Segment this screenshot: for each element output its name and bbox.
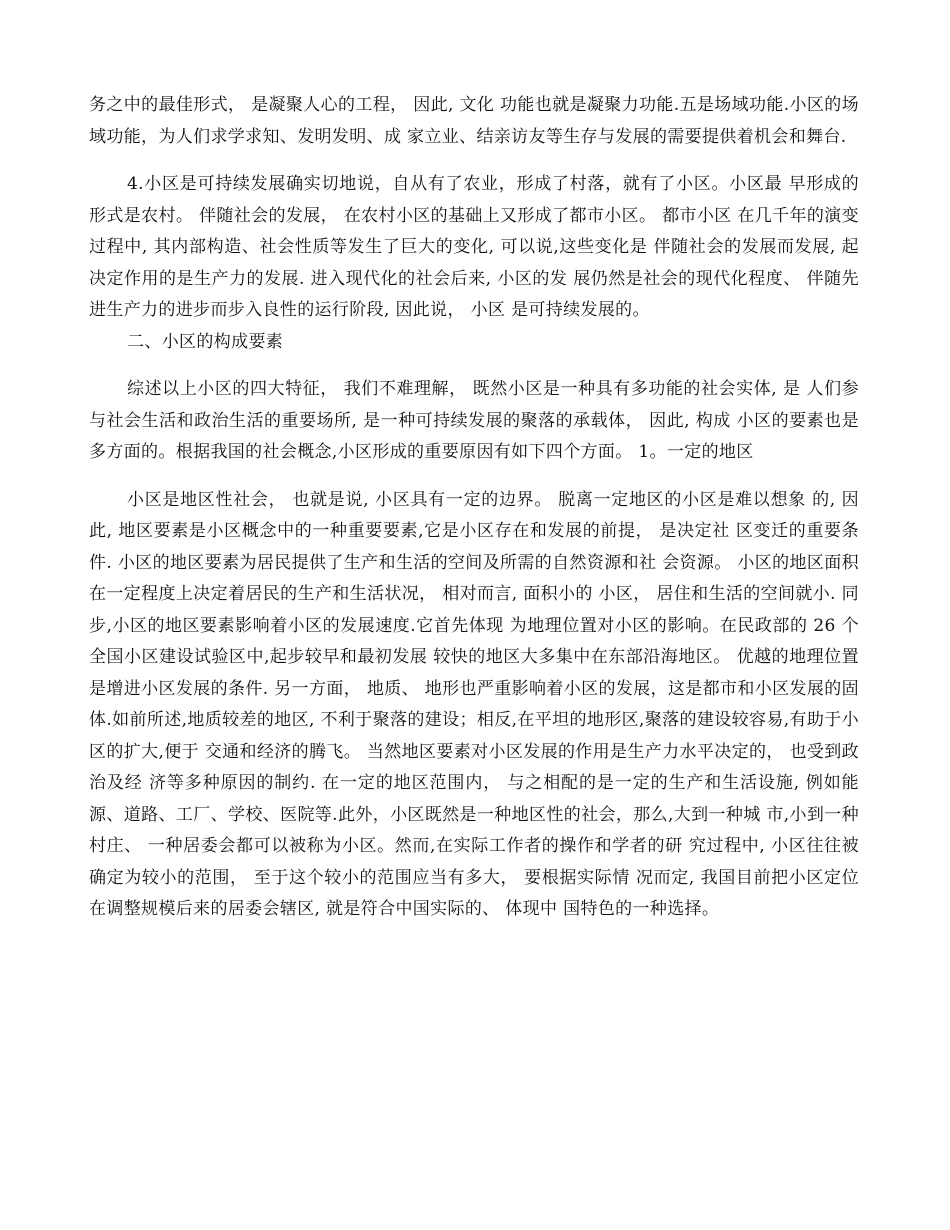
section-heading: 二、小区的构成要素 [127, 331, 284, 352]
paragraph-sustainable-development: 4.小区是可持续发展确实切地说，自从有了农业，形成了村落，就有了小区。小区最 早形成的形式是农村。 伴随社会的发展， 在农村小区的基础上又形成了都市小区。 都市小区 在几千年的演变过程中, 其内部构造、社会性质等发生了巨大的变化, 可以说,这些变化是 伴随社会的发展而发展, 起决定作用的是生产力的发展. 进入现代化的社会后来, 小区的发 展仍然是社会的现代化程度、 伴随先进生产力的进步而步入良性的运行阶段, 因此说， 小区 是可持续发展的。 [89, 174, 859, 320]
document-page [89, 90, 859, 926]
paragraph-territory: 小区是地区性社会， 也就是说, 小区具有一定的边界。 脱离一定地区的小区是难以想象 的, 因此, 地区要素是小区概念中的一种重要要素,它是小区存在和发展的前提， 是决定社 区变迁的重要条件. 小区的地区要素为居民提供了生产和生活的空间及所需的自然资源和社 会资源。 小区的地区面积在一定程度上决定着居民的生产和生活状况， 相对而言, 面积小的 小区， 居住和生活的空间就小. 同步,小区的地区要素影响着小区的发展速度.它首先体现 为地理位置对小区的影响。在民政部的 26 个全国小区建设试验区中,起步较早和最初发展 较快的地区大多集中在东部沿海地区。 优越的地理位置是增进小区发展的条件. 另一方面， 地质、 地形也严重影响着小区的发展，这是都市和小区发展的固体.如前所述,地质较差的地区, 不利于聚落的建设；相反,在平坦的地形区,聚落的建设较容易,有助于小区的扩大,便于 交通和经济的腾飞。 当然地区要素对小区发展的作用是生产力水平决定的， 也受到政治及经 济等多种原因的制约. 在一定的地区范围内， 与之相配的是一定的生产和生活设施, 例如能 源、道路、工厂、学校、医院等.此外，小区既然是一种地区性的社会，那么,大到一种城 市,小到一种村庄、 一种居委会都可以被称为小区。然而,在实际工作者的操作和学者的研 究过程中, 小区往往被确定为较小的范围， 至于这个较小的范围应当有多大， 要根据实际情 况而定, 我国目前把小区定位在调整规模后来的居委会辖区, 就是符合中国实际的、 体现中 国特色的一种选择。 [89, 489, 859, 919]
paragraph-composition-intro: 综述以上小区的四大特征， 我们不难理解， 既然小区是一种具有多功能的社会实体, 是 人们参与社会生活和政治生活的重要场所, 是一种可持续发展的聚落的承载体， 因此, 构成 小区的要素也是多方面的。根据我国的社会概念,小区形成的重要原因有如下四个方面。 1。一定的地区 [89, 379, 859, 462]
paragraph-functions-continued: 务之中的最佳形式， 是凝聚人心的工程， 因此, 文化 功能也就是凝聚力功能.五是场域功能.小区的场域功能，为人们求学求知、发明发明、成 家立业、结亲访友等生存与发展的需要提供着机会和舞台. [89, 95, 859, 147]
